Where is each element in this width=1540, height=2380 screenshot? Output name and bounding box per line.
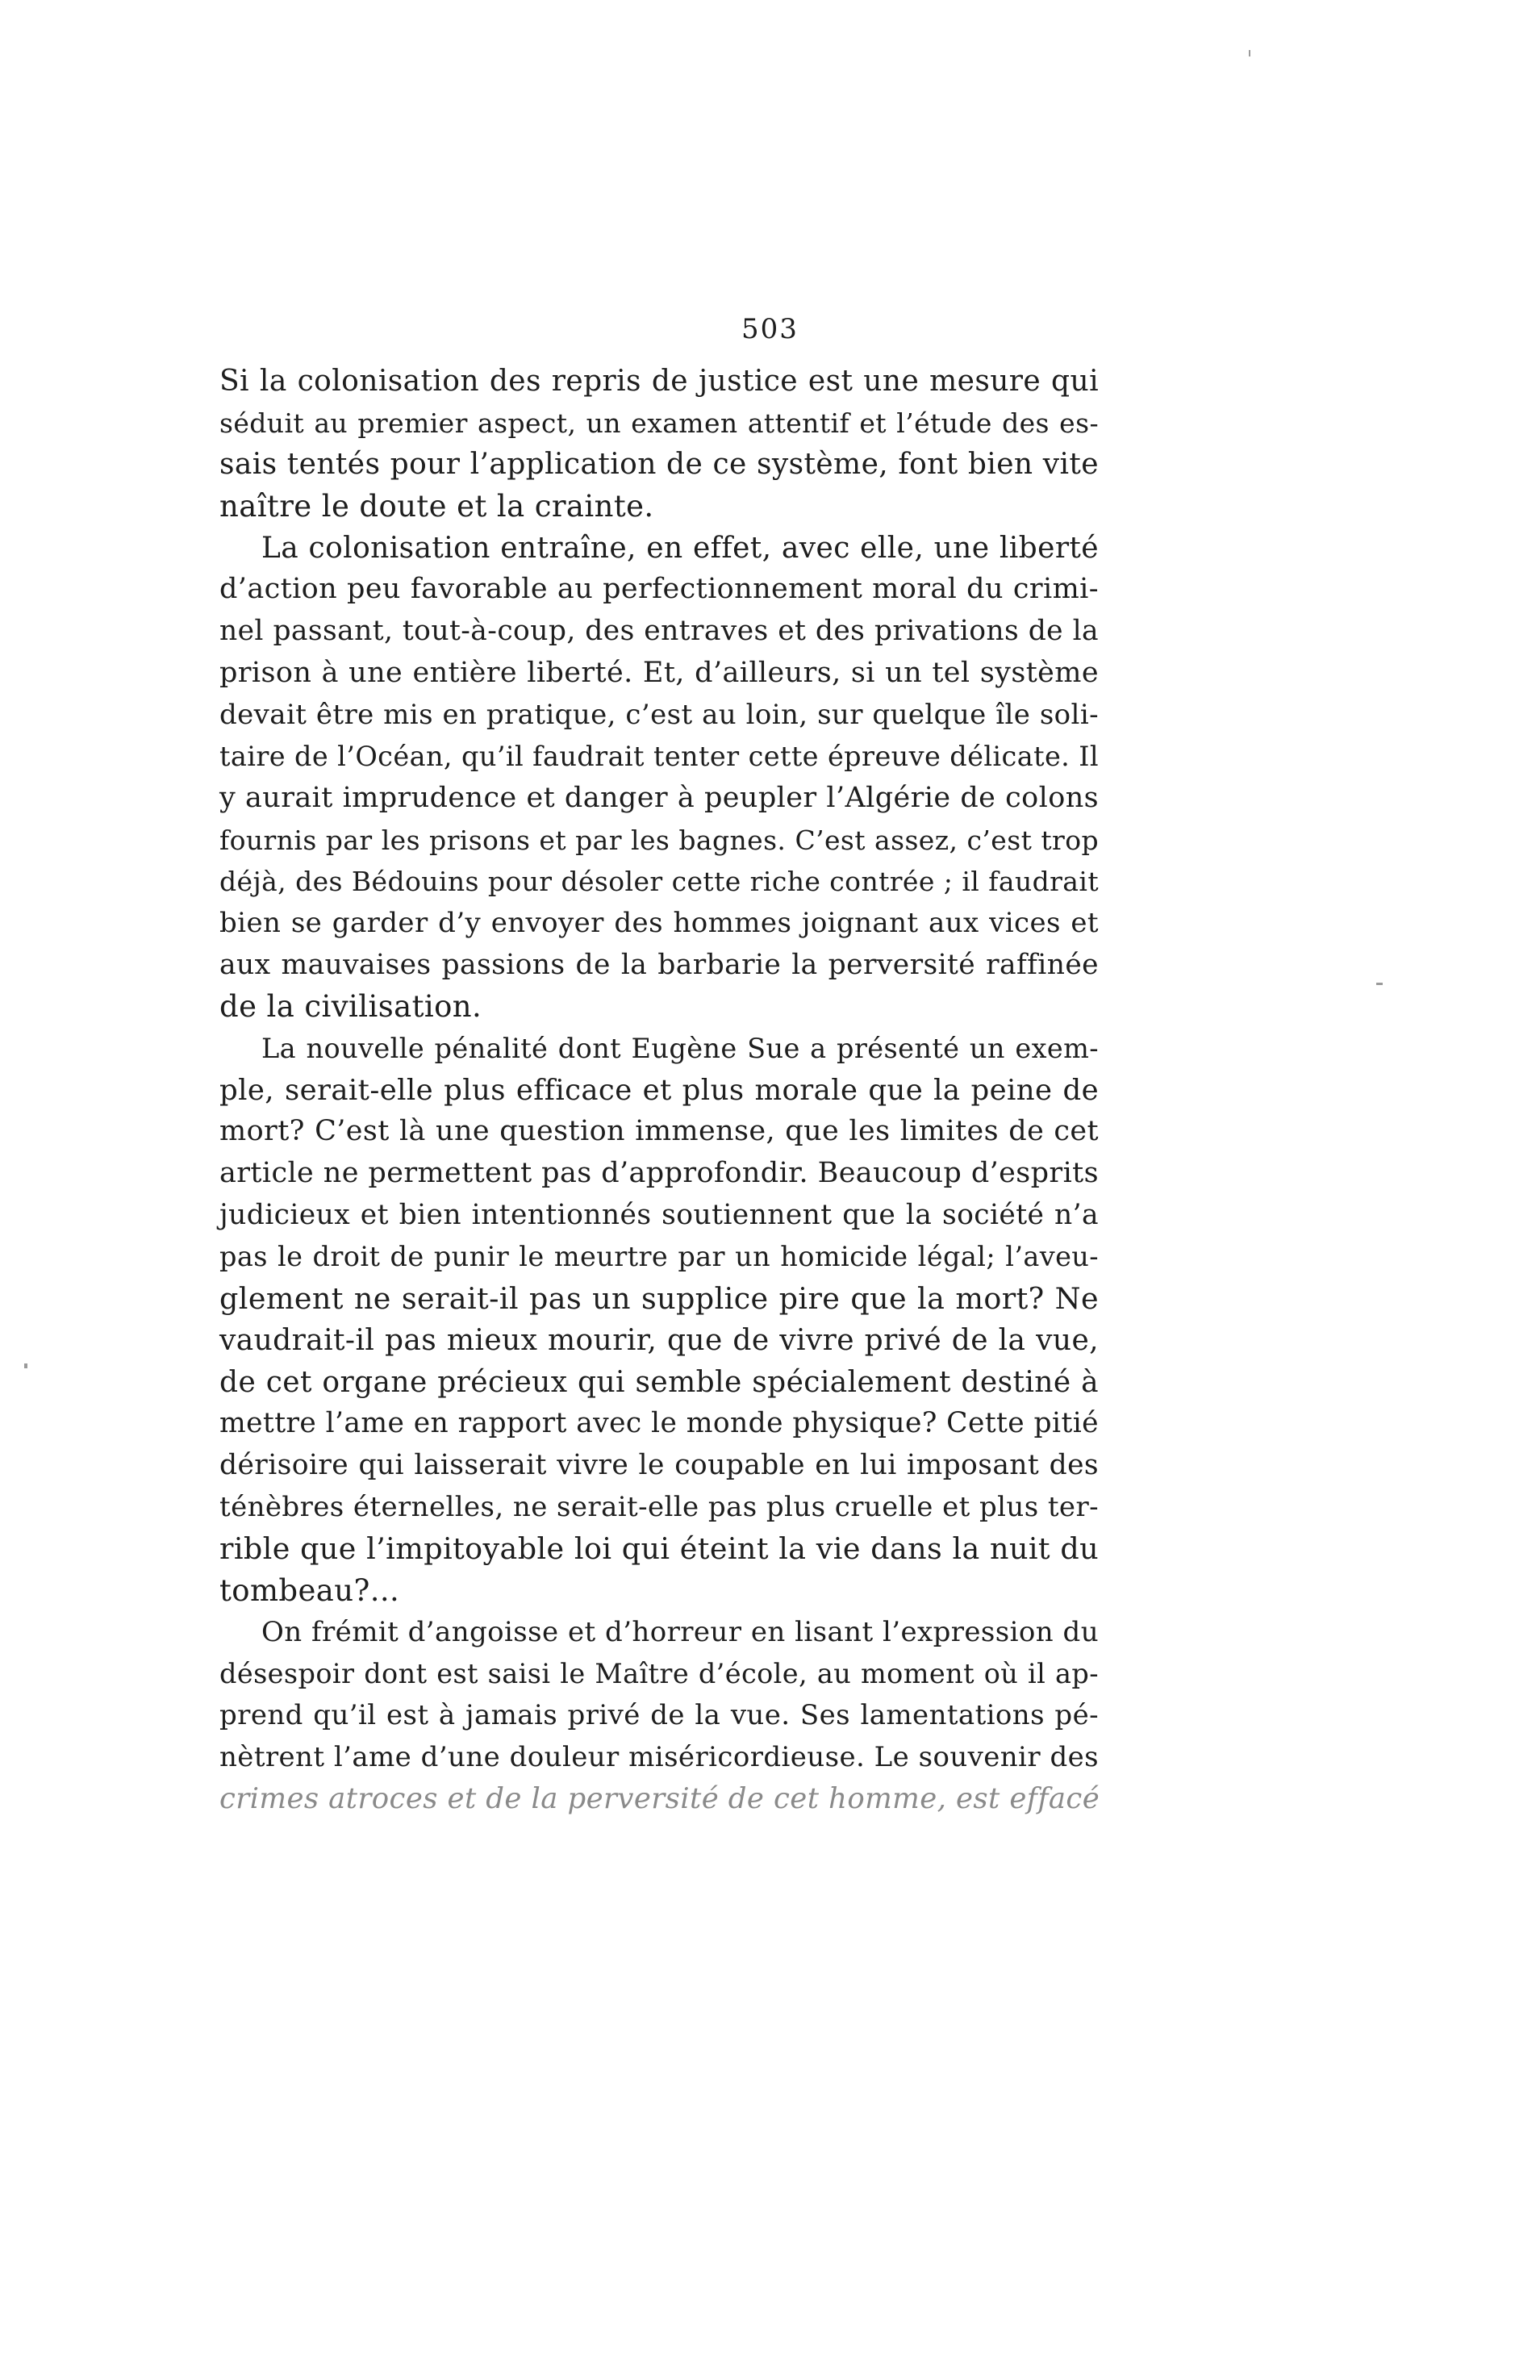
- text-line: naître le doute et la crainte.: [219, 489, 654, 524]
- text-line: nel passant, tout-à-coup, des entraves et des privations de la: [219, 615, 1099, 648]
- text-line: d’action peu favorable au perfectionnement moral du crimi-: [219, 573, 1099, 606]
- text-line: prison à une entière liberté. Et, d’ailleurs, si un tel système: [219, 656, 1099, 689]
- page-number: 503: [741, 313, 799, 345]
- text-line: de la civilisation.: [219, 989, 482, 1025]
- text-line: prend qu’il est à jamais privé de la vue. Ses lamentations pé-: [219, 1699, 1099, 1731]
- text-line: aux mauvaises passions de la barbarie la perversité raffinée: [219, 948, 1099, 981]
- text-line: déjà, des Bédouins pour désoler cette riche contrée ; il faudrait: [219, 866, 1099, 898]
- text-line: tombeau?...: [219, 1572, 400, 1608]
- text-line: devait être mis en pratique, c’est au loin, sur quelque île soli-: [219, 698, 1099, 731]
- text-line: dérisoire qui laisserait vivre le coupable en lui imposant des: [219, 1448, 1099, 1481]
- text-line: séduit au premier aspect, un examen attentif et l’étude des es-: [219, 407, 1099, 439]
- scan-speck: [1376, 983, 1383, 985]
- text-line: La nouvelle pénalité dont Eugène Sue a présenté un exem-: [261, 1033, 1099, 1064]
- scan-speck: [24, 1363, 27, 1368]
- text-line: vaudrait-il pas mieux mourir, que de vivre privé de la vue,: [219, 1323, 1099, 1357]
- text-line: rible que l’impitoyable loi qui éteint la vie dans la nuit du: [219, 1531, 1099, 1567]
- text-line: judicieux et bien intentionnés soutiennent que la société n’a: [219, 1198, 1099, 1231]
- text-line: nètrent l’ame d’une douleur miséricordieuse. Le souvenir des: [219, 1740, 1099, 1773]
- text-line: La colonisation entraîne, en effet, avec elle, une liberté: [261, 531, 1099, 565]
- scan-speck: [1249, 50, 1250, 56]
- text-line: glement ne serait-il pas un supplice pire que la mort? Ne: [219, 1281, 1099, 1317]
- text-line: crimes atroces et de la perversité de cet homme, est effacé: [219, 1782, 1100, 1816]
- text-line: article ne permettent pas d’approfondir. Beaucoup d’esprits: [219, 1157, 1099, 1190]
- text-line: désespoir dont est saisi le Maître d’école, au moment où il ap-: [219, 1658, 1099, 1690]
- text-line: mettre l’ame en rapport avec le monde physique? Cette pitié: [219, 1407, 1099, 1440]
- text-line: de cet organe précieux qui semble spécialement destiné à: [219, 1365, 1099, 1399]
- text-line: mort? C’est là une question immense, que les limites de cet: [219, 1115, 1099, 1148]
- text-line: fournis par les prisons et par les bagnes. C’est assez, c’est trop: [219, 824, 1099, 856]
- text-line: pas le droit de punir le meurtre par un homicide légal; l’aveu-: [219, 1241, 1099, 1273]
- text-line: On frémit d’angoisse et d’horreur en lisant l’expression du: [261, 1615, 1099, 1648]
- text-line: y aurait imprudence et danger à peupler l’Algérie de colons: [219, 781, 1099, 814]
- text-line: ple, serait-elle plus efficace et plus morale que la peine de: [219, 1073, 1099, 1107]
- text-line: taire de l’Océan, qu’il faudrait tenter cette épreuve délicate. Il: [219, 741, 1100, 773]
- text-line: ténèbres éternelles, ne serait-elle pas plus cruelle et plus ter-: [219, 1490, 1099, 1523]
- text-body: [219, 361, 1099, 1820]
- text-line: Si la colonisation des repris de justice est une mesure qui: [219, 365, 1099, 398]
- text-line: bien se garder d’y envoyer des hommes joignant aux vices et: [219, 906, 1099, 939]
- text-line: sais tentés pour l’application de ce système, font bien vite: [219, 448, 1099, 482]
